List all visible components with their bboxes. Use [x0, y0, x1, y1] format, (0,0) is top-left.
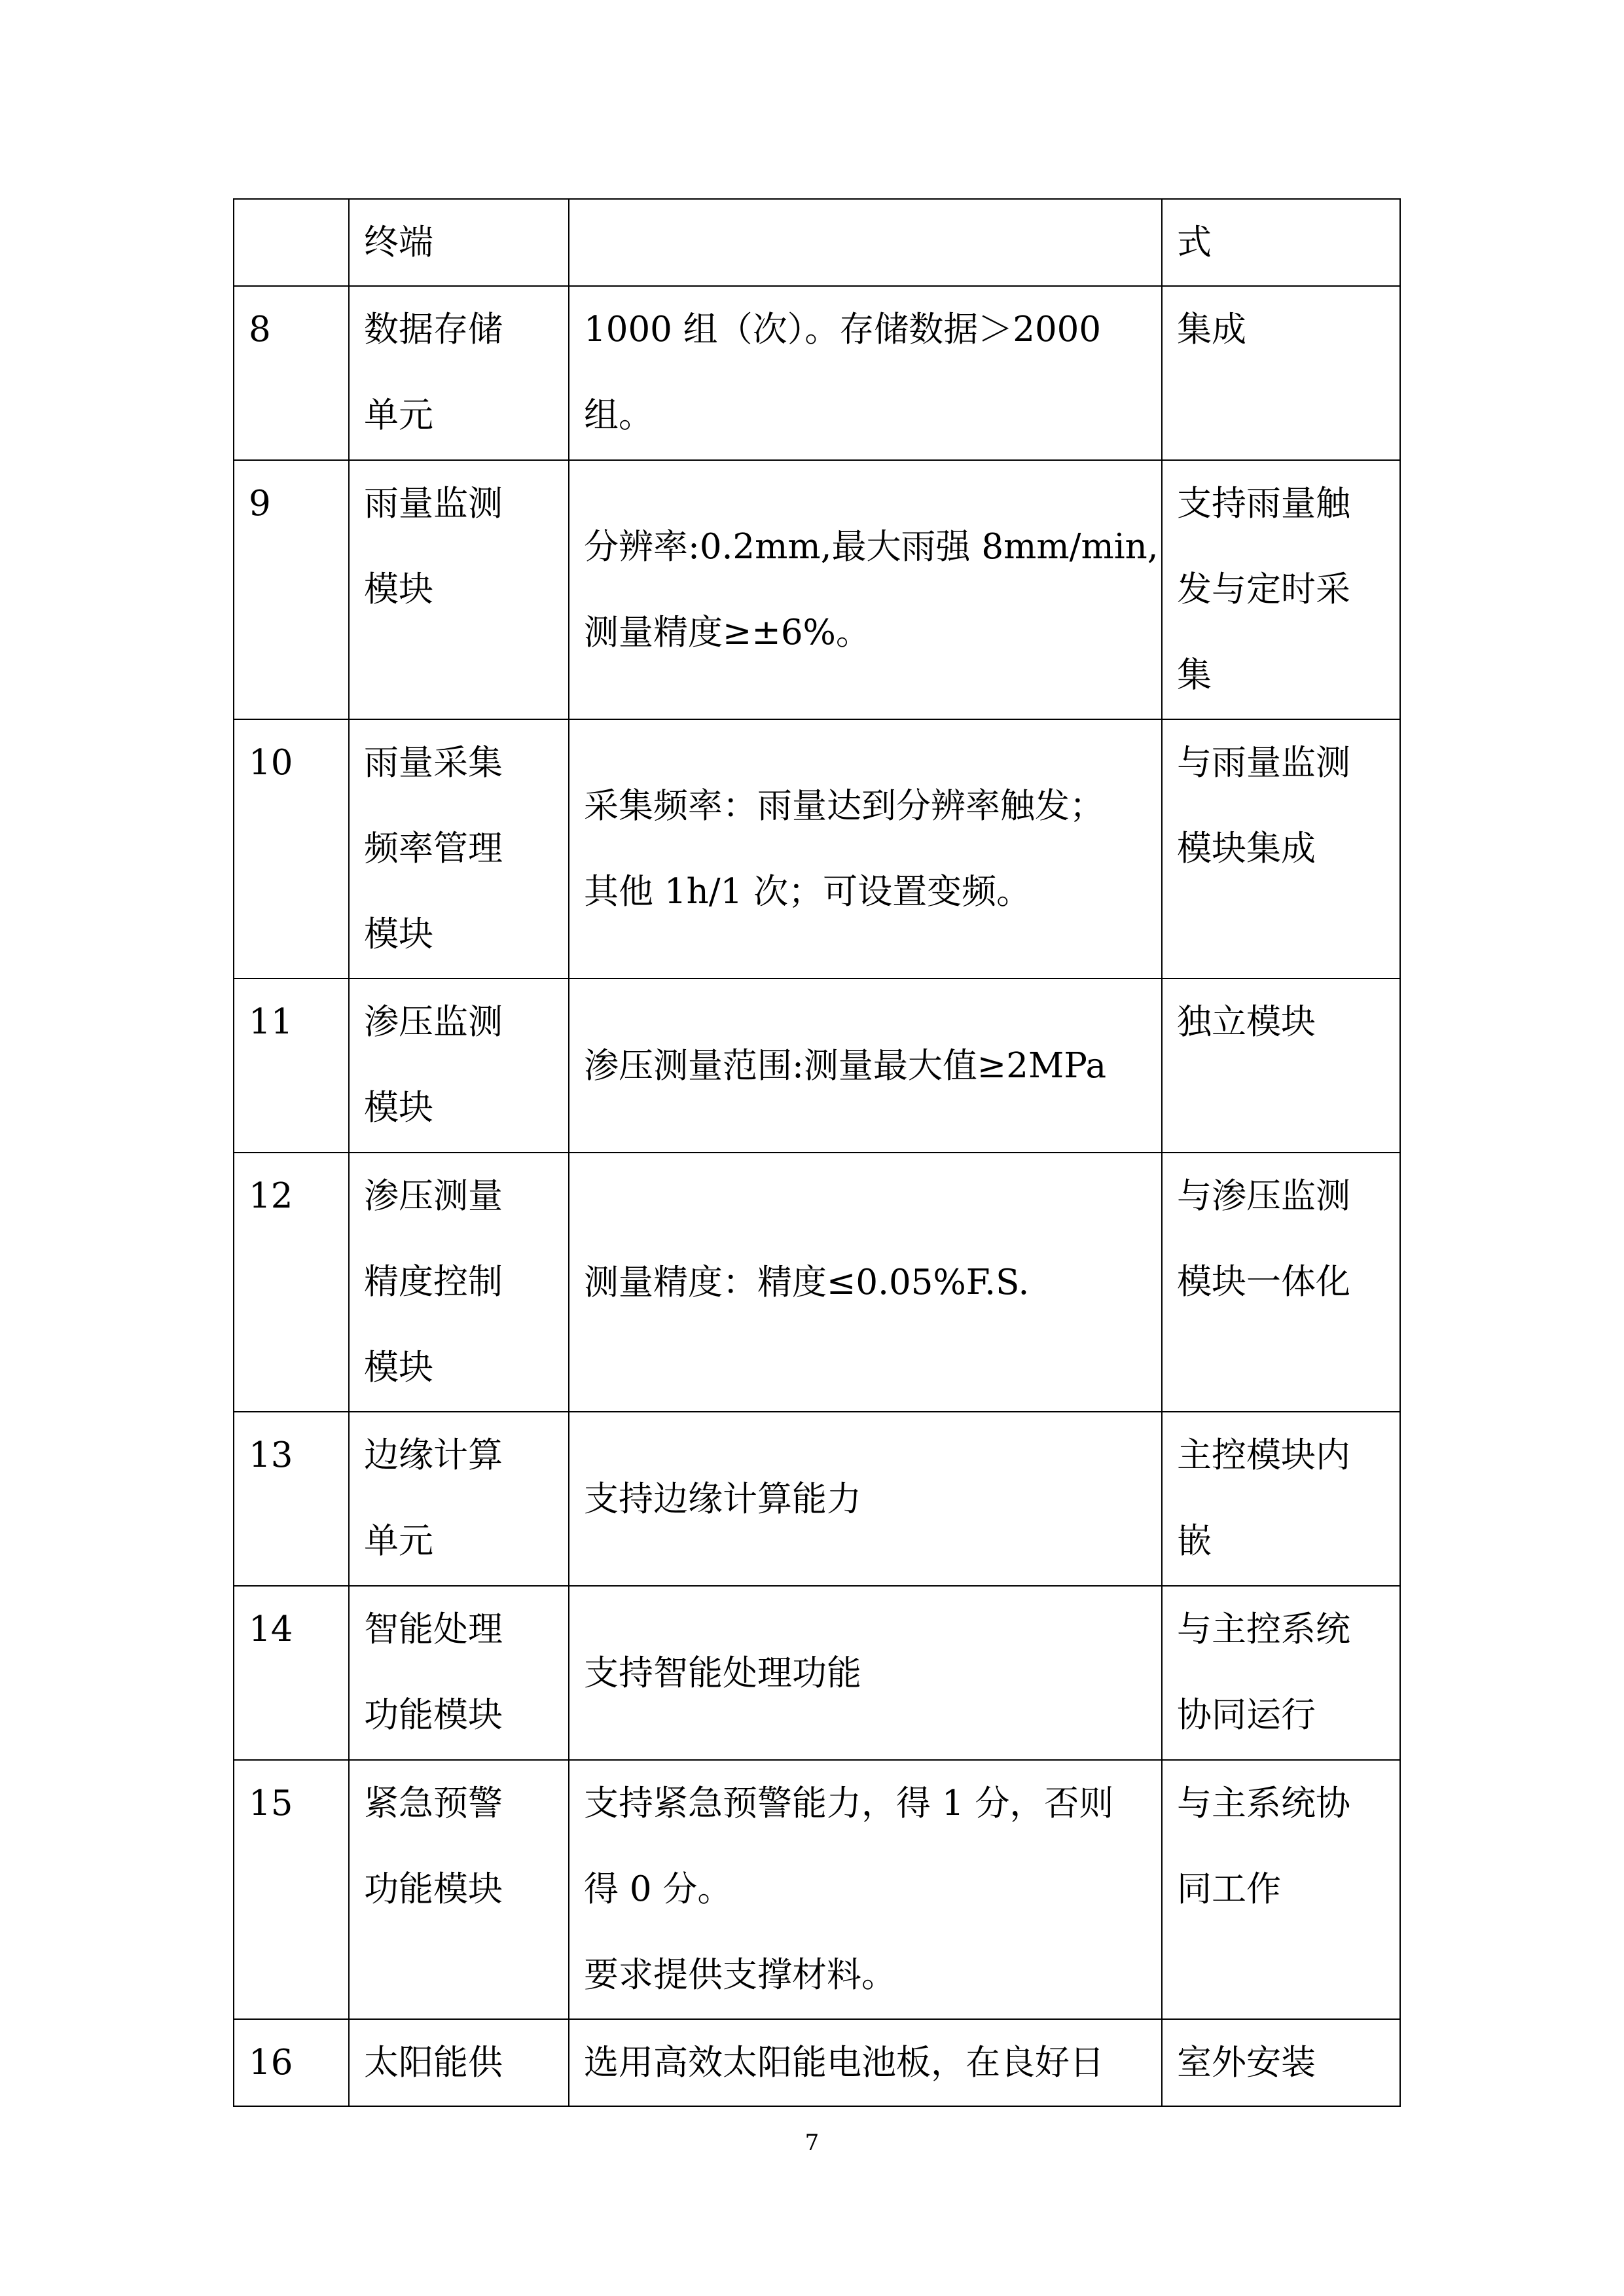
note-cell-line: 式 [1177, 223, 1212, 262]
table-row [234, 978, 1400, 1153]
row-number-cell [234, 2019, 349, 2106]
spec-cell-line: 测量精度：精度≤0.05%F.S. [584, 1262, 1030, 1302]
page-number: 7 [804, 2130, 820, 2156]
note-cell-line: 室外安装 [1177, 2043, 1316, 2083]
module-name-cell-line: 功能模块 [364, 1695, 503, 1735]
module-name-cell-line: 功能模块 [364, 1869, 503, 1909]
spec-cell-line: 支持智能处理功能 [584, 1653, 861, 1693]
spec-cell-line: 采集频率：雨量达到分辨率触发； [584, 786, 1104, 826]
module-name-cell [349, 286, 569, 460]
row-number: 13 [249, 1435, 293, 1475]
row-number-cell [234, 460, 349, 719]
note-cell-line: 与主控系统 [1177, 1609, 1350, 1649]
note-cell [1162, 1760, 1400, 2019]
note-cell-line: 模块一体化 [1177, 1262, 1350, 1302]
table-row [234, 1760, 1400, 2019]
spec-table [233, 198, 1401, 2107]
table-row [234, 1153, 1400, 1412]
spec-cell [569, 199, 1162, 286]
module-name-cell-line: 太阳能供 [364, 2043, 503, 2083]
row-number: 10 [249, 743, 293, 783]
module-name-cell-line: 模块 [364, 1348, 433, 1388]
table-row [234, 199, 1400, 286]
spec-cell [569, 719, 1162, 978]
note-cell [1162, 719, 1400, 978]
row-number-cell [234, 286, 349, 460]
spec-cell-line: 分辨率:0.2mm,最大雨强 8mm/min, [584, 527, 1159, 567]
row-number-cell [234, 1412, 349, 1586]
row-number: 16 [249, 2043, 293, 2083]
spec-cell-line: 选用高效太阳能电池板，在良好日 [584, 2043, 1104, 2083]
module-name-cell-line: 模块 [364, 1088, 433, 1128]
row-number-cell [234, 1586, 349, 1760]
row-number: 8 [249, 310, 271, 350]
spec-cell [569, 1412, 1162, 1586]
row-number-cell [234, 978, 349, 1153]
module-name-cell-line: 模块 [364, 914, 433, 954]
table-row [234, 286, 1400, 460]
row-number-cell [234, 719, 349, 978]
row-number: 12 [249, 1176, 293, 1216]
spec-cell [569, 1586, 1162, 1760]
spec-cell-line: 得 0 分。 [584, 1869, 732, 1909]
module-name-cell [349, 199, 569, 286]
spec-cell [569, 286, 1162, 460]
row-number: 14 [249, 1609, 293, 1649]
module-name-cell [349, 978, 569, 1153]
module-name-cell-line: 边缘计算 [364, 1435, 503, 1475]
table-row [234, 2019, 1400, 2106]
note-cell [1162, 1412, 1400, 1586]
table-row [234, 1586, 1400, 1760]
note-cell [1162, 2019, 1400, 2106]
note-cell [1162, 978, 1400, 1153]
module-name-cell-line: 雨量监测 [364, 484, 503, 524]
table-row [234, 719, 1400, 978]
spec-cell [569, 1153, 1162, 1412]
note-cell-line: 发与定时采 [1177, 569, 1350, 609]
spec-cell-line: 要求提供支撑材料。 [584, 1955, 896, 1995]
note-cell-line: 嵌 [1177, 1521, 1212, 1561]
spec-cell-line: 组。 [584, 395, 653, 435]
row-number-cell [234, 199, 349, 286]
spec-cell [569, 1760, 1162, 2019]
row-number: 15 [249, 1784, 293, 1823]
note-cell-line: 同工作 [1177, 1869, 1281, 1909]
note-cell-line: 协同运行 [1177, 1695, 1316, 1735]
spec-cell-line: 渗压测量范围:测量最大值≥2MPa [584, 1045, 1107, 1086]
module-name-cell-line: 单元 [364, 395, 433, 435]
note-cell-line: 模块集成 [1177, 829, 1316, 869]
row-number-cell [234, 1760, 349, 2019]
module-name-cell-line: 精度控制 [364, 1262, 503, 1302]
spec-cell-line: 测量精度≥±6%。 [584, 613, 871, 653]
module-name-cell-line: 雨量采集 [364, 743, 503, 783]
module-name-cell [349, 2019, 569, 2106]
table-row [234, 460, 1400, 719]
row-number: 9 [249, 484, 271, 524]
note-cell-line: 支持雨量触 [1177, 484, 1350, 524]
module-name-cell-line: 智能处理 [364, 1609, 503, 1649]
spec-cell-line: 其他 1h/1 次；可设置变频。 [584, 872, 1032, 912]
row-number-cell [234, 1153, 349, 1412]
module-name-cell-line: 终端 [364, 223, 433, 262]
module-name-cell-line: 单元 [364, 1521, 433, 1561]
module-name-cell-line: 数据存储 [364, 310, 503, 350]
module-name-cell [349, 1153, 569, 1412]
note-cell-line: 集成 [1177, 310, 1246, 350]
note-cell [1162, 1153, 1400, 1412]
note-cell-line: 集 [1177, 655, 1212, 695]
note-cell-line: 独立模块 [1177, 1002, 1316, 1042]
note-cell-line: 与主系统协 [1177, 1784, 1350, 1823]
note-cell [1162, 199, 1400, 286]
note-cell-line: 与渗压监测 [1177, 1176, 1350, 1216]
spec-cell [569, 460, 1162, 719]
module-name-cell-line: 模块 [364, 569, 433, 609]
module-name-cell [349, 460, 569, 719]
note-cell-line: 主控模块内 [1177, 1435, 1350, 1475]
module-name-cell-line: 频率管理 [364, 829, 503, 869]
spec-cell [569, 2019, 1162, 2106]
table-row [234, 1412, 1400, 1586]
note-cell [1162, 286, 1400, 460]
row-number: 11 [249, 1002, 293, 1042]
spec-cell-line: 1000 组（次）。存储数据＞2000 [584, 310, 1102, 350]
module-name-cell-line: 渗压监测 [364, 1002, 503, 1042]
note-cell [1162, 460, 1400, 719]
module-name-cell [349, 1586, 569, 1760]
note-cell [1162, 1586, 1400, 1760]
spec-cell-line: 支持紧急预警能力，得 1 分，否则 [584, 1784, 1114, 1823]
module-name-cell [349, 719, 569, 978]
spec-cell-line: 支持边缘计算能力 [584, 1479, 861, 1519]
module-name-cell-line: 紧急预警 [364, 1784, 503, 1823]
module-name-cell [349, 1412, 569, 1586]
spec-cell [569, 978, 1162, 1153]
module-name-cell [349, 1760, 569, 2019]
note-cell-line: 与雨量监测 [1177, 743, 1350, 783]
module-name-cell-line: 渗压测量 [364, 1176, 503, 1216]
